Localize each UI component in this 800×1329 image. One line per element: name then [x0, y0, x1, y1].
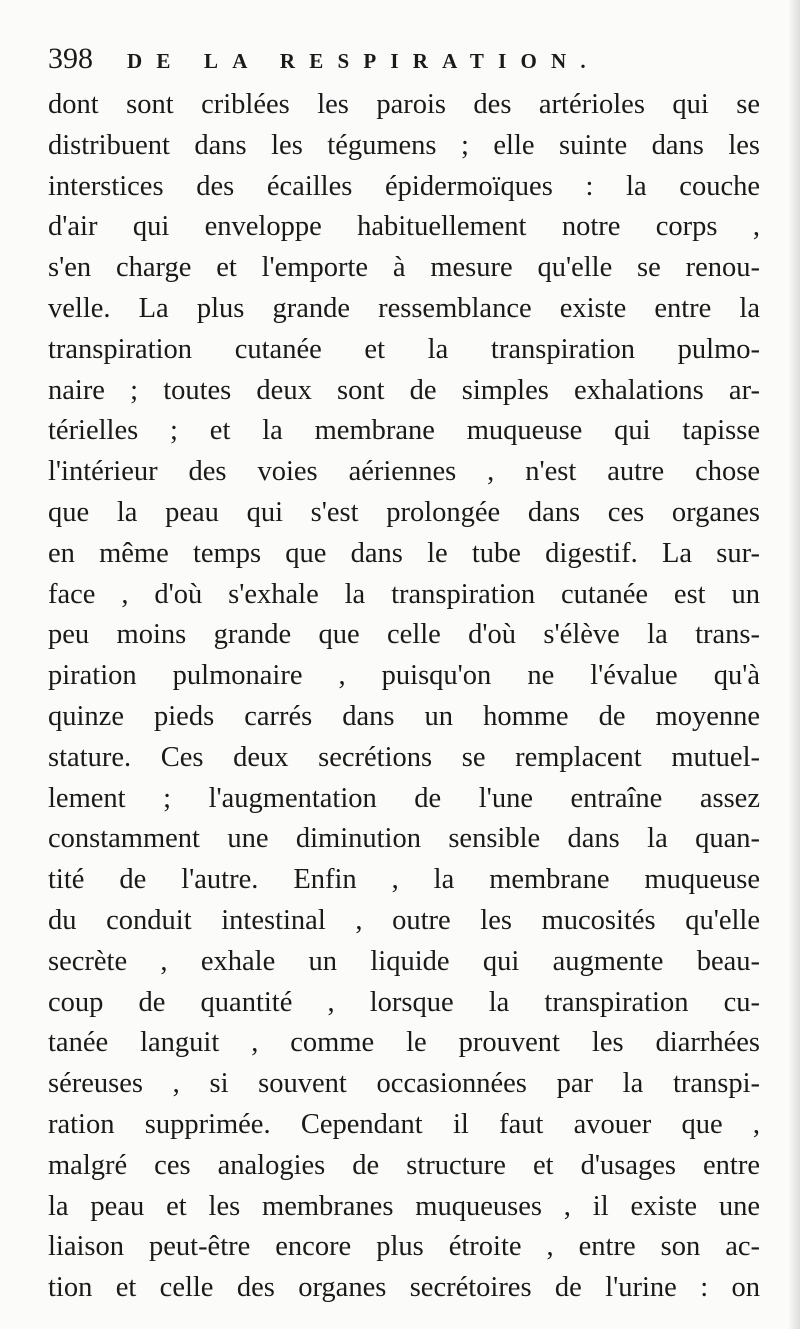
text-line: tion et celle des organes secrétoires de l'urine : on — [48, 1272, 760, 1304]
text-line: térielles ; et la membrane muqueuse qui tapisse — [48, 415, 760, 447]
text-line: liaison peut-être encore plus étroite , entre son ac- — [48, 1231, 760, 1263]
text-line: coup de quantité , lorsque la transpiration cu- — [48, 986, 760, 1018]
text-line: tité de l'autre. Enfin , la membrane muqueuse — [48, 864, 760, 896]
text-line: que la peau qui s'est prolongée dans ces organes — [48, 496, 760, 528]
text-line: séreuses , si souvent occasionnées par la transpi- — [48, 1068, 760, 1100]
text-line: face , d'où s'exhale la transpiration cutanée est un — [48, 578, 760, 610]
text-line: stature. Ces deux secrétions se remplacent mutuel- — [48, 741, 760, 773]
text-line: constamment une diminution sensible dans la quan- — [48, 823, 760, 855]
text-line: piration pulmonaire , puisqu'on ne l'évalue qu'à — [48, 660, 760, 692]
text-line: du conduit intestinal , outre les mucosités qu'elle — [48, 904, 760, 936]
page-edge-shadow — [788, 0, 800, 1329]
text-line: transpiration cutanée et la transpiration pulmo- — [48, 333, 760, 365]
text-line: secrète , exhale un liquide qui augmente beau- — [48, 945, 760, 977]
text-line: interstices des écailles épidermoïques : la couche — [48, 170, 760, 202]
text-line: dont sont criblées les parois des artérioles qui se — [48, 89, 760, 120]
text-line: velle. La plus grande ressemblance existe entre la — [48, 292, 760, 324]
text-line: peu moins grande que celle d'où s'élève la trans- — [48, 619, 760, 651]
text-line: ration supprimée. Cependant il faut avouer que , — [48, 1108, 760, 1140]
text-line: naire ; toutes deux sont de simples exhalations ar- — [48, 374, 760, 406]
running-title: DE LA RESPIRATION. — [127, 49, 600, 73]
text-line: s'en charge et l'emporte à mesure qu'elle se renou- — [48, 252, 760, 284]
text-line: lement ; l'augmentation de l'une entraîne assez — [48, 782, 760, 814]
text-line: d'air qui enveloppe habituellement notre corps , — [48, 211, 760, 243]
page-number: 398 — [48, 42, 93, 75]
text-line: malgré ces analogies de structure et d'usages entre — [48, 1149, 760, 1181]
text-line: distribuent dans les tégumens ; elle suinte dans les — [48, 129, 760, 161]
text-line: tanée languit , comme le prouvent les diarrhées — [48, 1027, 760, 1059]
text-line: quinze pieds carrés dans un homme de moyenne — [48, 700, 760, 732]
text-line: en même temps que dans le tube digestif. La sur- — [48, 537, 760, 569]
text-line: l'intérieur des voies aériennes , n'est autre chose — [48, 456, 760, 488]
body-text — [48, 85, 760, 1309]
page-header — [48, 42, 748, 82]
text-line: la peau et les membranes muqueuses , il existe une — [48, 1190, 760, 1222]
